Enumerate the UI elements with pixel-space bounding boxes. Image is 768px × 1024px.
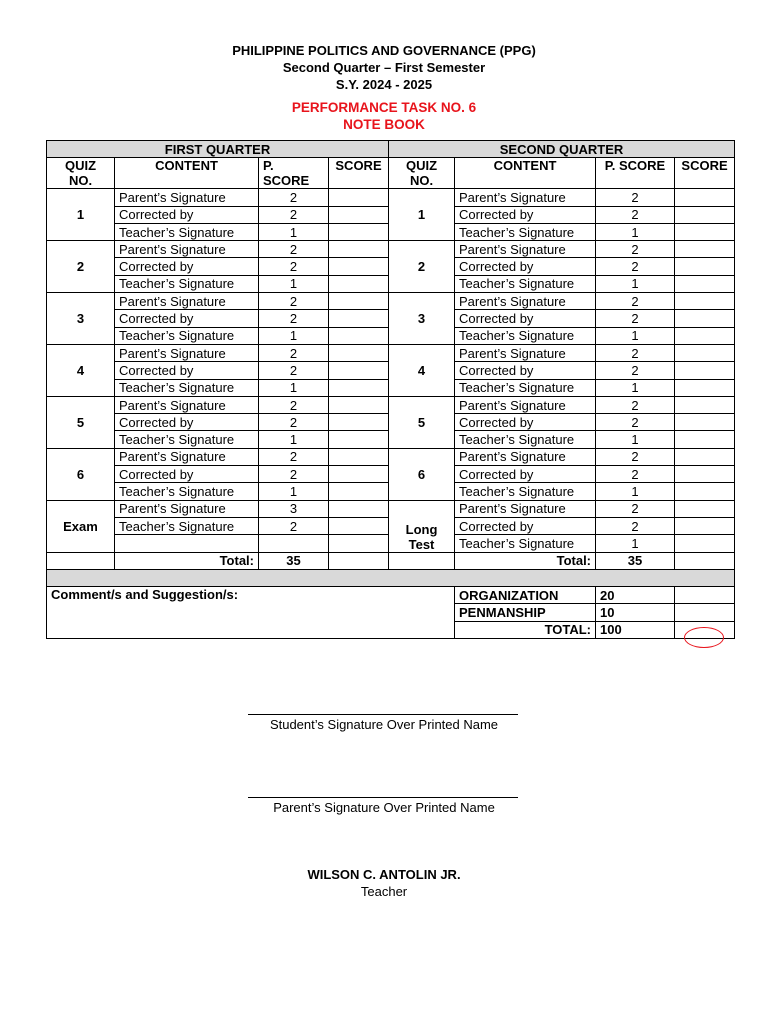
grand-total-label: TOTAL:: [455, 621, 596, 638]
parent-signature-line: [248, 797, 518, 798]
second-quarter-header: SECOND QUARTER: [389, 141, 735, 158]
content-header: CONTENT: [455, 158, 596, 189]
content-cell: Parent’s Signature: [115, 241, 259, 258]
penmanship-points: 10: [596, 604, 675, 621]
score-cell: [329, 189, 389, 206]
content-cell: Corrected by: [115, 206, 259, 223]
comments-label: Comment/s and Suggestion/s:: [47, 587, 455, 639]
points-cell: 1: [259, 275, 329, 292]
content-cell: Teacher’s Signature: [115, 517, 259, 534]
score-cell: [329, 275, 389, 292]
task-subtitle: NOTE BOOK: [343, 117, 425, 132]
score-cell: [329, 362, 389, 379]
score-cell: [675, 396, 735, 413]
quiz-number: 2: [389, 241, 455, 293]
content-cell: Corrected by: [455, 414, 596, 431]
points-cell: 1: [259, 483, 329, 500]
long-test-label: Long Test: [389, 500, 455, 552]
points-cell: 2: [596, 189, 675, 206]
quiz-row: [47, 448, 735, 465]
score-cell: [329, 379, 389, 396]
score-cell: [329, 483, 389, 500]
points-cell: 2: [259, 362, 329, 379]
score-cell: [675, 517, 735, 534]
blank-cell: [389, 552, 455, 569]
exam-label: Exam: [47, 500, 115, 552]
second-quarter-total: 35: [596, 552, 675, 569]
quiz-number: 6: [389, 448, 455, 500]
score-cell: [675, 362, 735, 379]
content-cell: Corrected by: [115, 258, 259, 275]
points-cell: 1: [596, 431, 675, 448]
points-cell: 2: [259, 189, 329, 206]
quarter-header-row: [47, 141, 735, 158]
points-cell: 2: [596, 414, 675, 431]
points-cell: 2: [596, 310, 675, 327]
p-score-header: P. SCORE: [259, 158, 329, 189]
content-cell: Teacher’s Signature: [115, 431, 259, 448]
points-cell: 2: [596, 466, 675, 483]
score-cell: [329, 517, 389, 534]
total-label: Total:: [455, 552, 596, 569]
points-cell: 2: [259, 466, 329, 483]
total-label: Total:: [115, 552, 259, 569]
blank-cell: [47, 552, 115, 569]
student-signature-label: Student’s Signature Over Printed Name: [269, 717, 499, 732]
points-cell: 1: [596, 483, 675, 500]
points-cell: 1: [259, 327, 329, 344]
score-table: [46, 140, 735, 639]
points-cell: 2: [259, 448, 329, 465]
score-highlight-circle: [684, 627, 724, 648]
points-cell: 2: [596, 500, 675, 517]
score-cell: [675, 466, 735, 483]
subject-title: PHILIPPINE POLITICS AND GOVERNANCE (PPG): [232, 43, 536, 58]
points-cell: 2: [259, 517, 329, 534]
organization-label: ORGANIZATION: [455, 587, 596, 604]
content-cell: Parent’s Signature: [455, 189, 596, 206]
content-cell: Parent’s Signature: [455, 396, 596, 413]
penmanship-label: PENMANSHIP: [455, 604, 596, 621]
score-cell: [329, 535, 389, 552]
task-heading: [0, 99, 768, 133]
score-cell: [675, 500, 735, 517]
score-cell: [329, 431, 389, 448]
content-cell: Teacher’s Signature: [455, 483, 596, 500]
content-cell: Parent’s Signature: [115, 189, 259, 206]
content-cell: Parent’s Signature: [115, 448, 259, 465]
content-cell: [115, 535, 259, 552]
score-cell: [329, 344, 389, 361]
content-header: CONTENT: [115, 158, 259, 189]
points-cell: 2: [596, 241, 675, 258]
quiz-number: 1: [47, 189, 115, 241]
content-cell: Parent’s Signature: [455, 293, 596, 310]
points-cell: [259, 535, 329, 552]
score-cell: [675, 379, 735, 396]
score-cell: [675, 293, 735, 310]
points-cell: 2: [596, 362, 675, 379]
points-cell: 2: [596, 517, 675, 534]
points-cell: 1: [596, 379, 675, 396]
points-cell: 2: [259, 344, 329, 361]
content-cell: Teacher’s Signature: [115, 483, 259, 500]
quiz-number: 4: [389, 344, 455, 396]
content-cell: Corrected by: [115, 466, 259, 483]
content-cell: Corrected by: [115, 310, 259, 327]
score-cell: [675, 483, 735, 500]
content-cell: Teacher’s Signature: [115, 379, 259, 396]
content-cell: Corrected by: [455, 258, 596, 275]
score-cell: [329, 466, 389, 483]
score-cell: [329, 293, 389, 310]
score-cell: [675, 327, 735, 344]
points-cell: 1: [259, 223, 329, 240]
first-quarter-header: FIRST QUARTER: [47, 141, 389, 158]
score-cell: [675, 241, 735, 258]
points-cell: 1: [596, 275, 675, 292]
score-cell: [329, 396, 389, 413]
quiz-number: 5: [389, 396, 455, 448]
content-cell: Parent’s Signature: [455, 241, 596, 258]
grand-total-points: 100: [596, 621, 675, 638]
score-cell: [675, 535, 735, 552]
content-cell: Parent’s Signature: [455, 344, 596, 361]
student-signature-line: [248, 714, 518, 715]
points-cell: 2: [259, 293, 329, 310]
score-cell: [675, 223, 735, 240]
score-cell: [675, 275, 735, 292]
points-cell: 2: [596, 206, 675, 223]
score-cell: [675, 206, 735, 223]
points-cell: 2: [259, 206, 329, 223]
content-cell: Teacher’s Signature: [455, 223, 596, 240]
content-cell: Teacher’s Signature: [115, 327, 259, 344]
content-cell: Parent’s Signature: [455, 448, 596, 465]
points-cell: 1: [596, 535, 675, 552]
score-cell: [675, 587, 735, 604]
points-cell: 2: [596, 344, 675, 361]
parent-signature-label: Parent’s Signature Over Printed Name: [273, 800, 495, 815]
score-cell: [675, 258, 735, 275]
points-cell: 2: [596, 293, 675, 310]
points-cell: 2: [596, 448, 675, 465]
score-cell: [675, 414, 735, 431]
score-cell: [675, 448, 735, 465]
quiz-row: [47, 241, 735, 258]
organization-row: [47, 587, 735, 604]
score-cell: [329, 448, 389, 465]
quiz-row: [47, 293, 735, 310]
points-cell: 2: [259, 414, 329, 431]
points-cell: 1: [596, 327, 675, 344]
content-cell: Corrected by: [455, 466, 596, 483]
content-cell: Corrected by: [455, 362, 596, 379]
score-cell: [329, 223, 389, 240]
points-cell: 2: [259, 241, 329, 258]
content-cell: Teacher’s Signature: [455, 379, 596, 396]
score-cell: [675, 431, 735, 448]
score-header: SCORE: [675, 158, 735, 189]
quiz-number: 6: [47, 448, 115, 500]
points-cell: 3: [259, 500, 329, 517]
exam-row: [47, 500, 735, 517]
content-cell: Teacher’s Signature: [455, 535, 596, 552]
content-cell: Corrected by: [455, 310, 596, 327]
separator-bar: [47, 569, 735, 586]
quiz-number: 1: [389, 189, 455, 241]
organization-points: 20: [596, 587, 675, 604]
score-cell: [675, 604, 735, 621]
teacher-role: Teacher: [360, 884, 408, 899]
quiz-no-header: QUIZ NO.: [47, 158, 115, 189]
points-cell: 1: [259, 431, 329, 448]
points-cell: 2: [259, 310, 329, 327]
score-cell: [329, 500, 389, 517]
points-cell: 2: [259, 396, 329, 413]
term-label: Second Quarter – First Semester: [282, 60, 486, 75]
task-title: PERFORMANCE TASK NO. 6: [291, 100, 477, 115]
document-header: [0, 42, 768, 93]
score-cell: [329, 206, 389, 223]
points-cell: 2: [259, 258, 329, 275]
separator-row: [47, 569, 735, 586]
score-cell: [329, 258, 389, 275]
content-cell: Parent’s Signature: [115, 344, 259, 361]
quiz-row: [47, 396, 735, 413]
points-cell: 1: [596, 223, 675, 240]
quiz-number: 5: [47, 396, 115, 448]
total-row: [47, 552, 735, 569]
quiz-no-header: QUIZ NO.: [389, 158, 455, 189]
content-cell: Corrected by: [455, 517, 596, 534]
points-cell: 1: [259, 379, 329, 396]
school-year: S.Y. 2024 - 2025: [335, 77, 433, 92]
quiz-number: 2: [47, 241, 115, 293]
p-score-header: P. SCORE: [596, 158, 675, 189]
content-cell: Corrected by: [455, 206, 596, 223]
content-cell: Teacher’s Signature: [455, 431, 596, 448]
content-cell: Corrected by: [115, 414, 259, 431]
content-cell: Corrected by: [115, 362, 259, 379]
content-cell: Teacher’s Signature: [455, 275, 596, 292]
column-header-row: [47, 158, 735, 189]
content-cell: Parent’s Signature: [455, 500, 596, 517]
quiz-number: 3: [47, 293, 115, 345]
quiz-number: 3: [389, 293, 455, 345]
content-cell: Teacher’s Signature: [115, 223, 259, 240]
score-cell: [329, 241, 389, 258]
quiz-number: 4: [47, 344, 115, 396]
content-cell: Parent’s Signature: [115, 293, 259, 310]
score-cell: [329, 310, 389, 327]
score-cell: [675, 344, 735, 361]
score-cell: [329, 552, 389, 569]
first-quarter-total: 35: [259, 552, 329, 569]
points-cell: 2: [596, 396, 675, 413]
score-cell: [329, 414, 389, 431]
score-cell: [675, 310, 735, 327]
quiz-row: [47, 344, 735, 361]
content-cell: Parent’s Signature: [115, 500, 259, 517]
quiz-row: [47, 189, 735, 206]
content-cell: Parent’s Signature: [115, 396, 259, 413]
teacher-name: WILSON C. ANTOLIN JR.: [307, 867, 461, 882]
points-cell: 2: [596, 258, 675, 275]
score-cell: [329, 327, 389, 344]
score-cell: [675, 189, 735, 206]
score-cell: [675, 552, 735, 569]
content-cell: Teacher’s Signature: [455, 327, 596, 344]
content-cell: Teacher’s Signature: [115, 275, 259, 292]
score-header: SCORE: [329, 158, 389, 189]
